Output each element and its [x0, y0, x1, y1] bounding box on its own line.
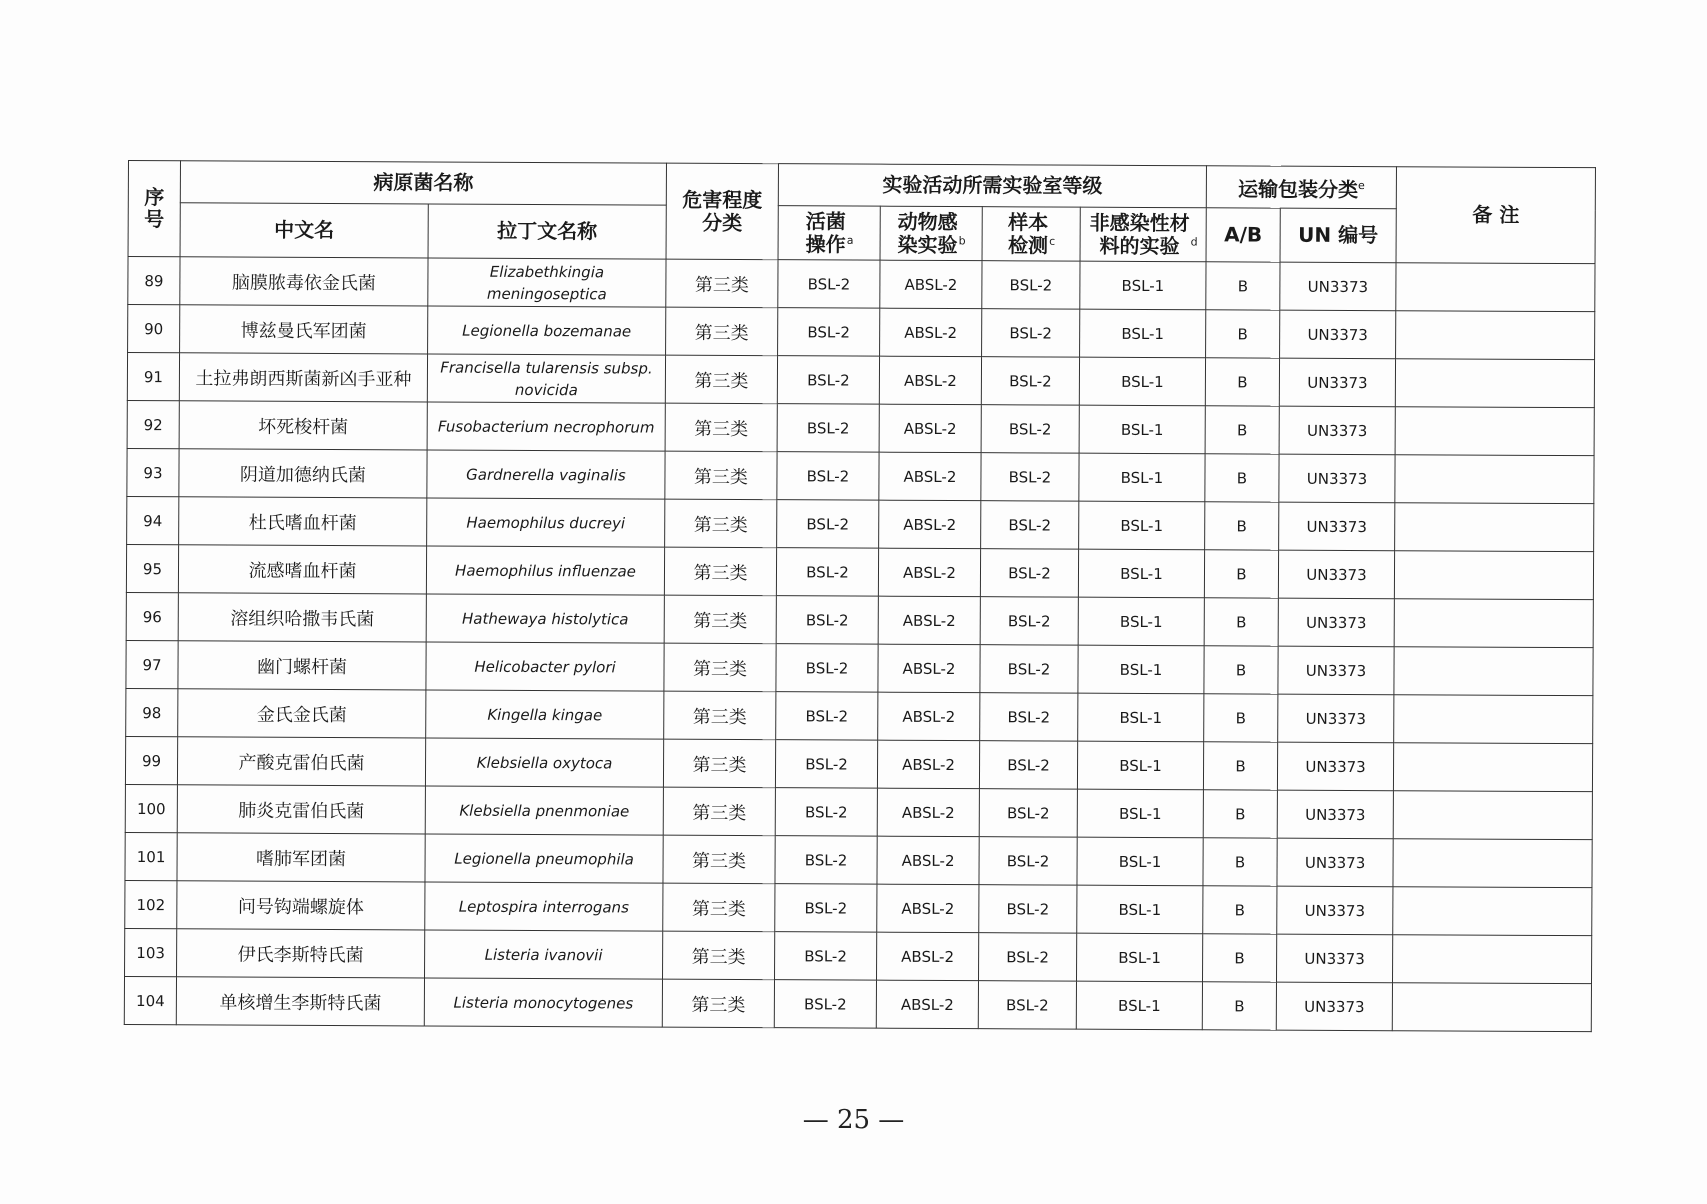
cell-chinese-name: 杜氏嗜血杆菌 [179, 497, 427, 546]
cell-live-culture: BSL-2 [777, 500, 879, 548]
cell-sample-testing: BSL-2 [979, 789, 1077, 837]
cell-chinese-name: 嗜肺军团菌 [177, 833, 425, 882]
cell-animal-infection: ABSL-2 [877, 884, 979, 932]
cell-latin-name: Listeria monocytogenes [424, 978, 662, 1027]
cell-hazard-class: 第三类 [665, 451, 777, 500]
header-sample-testing-label: 样本检测 [1008, 209, 1049, 257]
cell-non-infectious: BSL-1 [1077, 741, 1203, 790]
cell-remarks [1395, 503, 1594, 552]
cell-ab: B [1202, 934, 1276, 982]
cell-ab: B [1206, 262, 1280, 310]
cell-sample-testing: BSL-2 [979, 741, 1077, 789]
table-row [126, 544, 1593, 599]
header-non-infectious-note: d [1190, 235, 1198, 249]
cell-hazard-class: 第三类 [663, 883, 775, 932]
cell-remarks [1393, 887, 1592, 936]
cell-sample-testing: BSL-2 [979, 885, 1077, 933]
cell-non-infectious: BSL-1 [1076, 981, 1202, 1030]
cell-un-number: UN3373 [1278, 646, 1394, 695]
cell-hazard-class: 第三类 [662, 979, 774, 1028]
cell-latin-name: Haemophilus influenzae [426, 546, 664, 595]
cell-latin-name: Hathewaya histolytica [426, 594, 664, 643]
cell-live-culture: BSL-2 [775, 836, 877, 884]
cell-sample-testing: BSL-2 [980, 693, 1078, 741]
table-header [128, 161, 1595, 264]
cell-ab: B [1205, 454, 1279, 502]
cell-sample-testing: BSL-2 [978, 981, 1076, 1029]
cell-live-culture: BSL-2 [778, 260, 880, 308]
cell-animal-infection: ABSL-2 [877, 788, 979, 836]
cell-live-culture: BSL-2 [775, 932, 877, 980]
cell-un-number: UN3373 [1277, 886, 1393, 935]
header-seq-label: 序号 [144, 185, 165, 232]
pathogen-table [124, 160, 1596, 1032]
cell-live-culture: BSL-2 [775, 740, 877, 788]
table-row [128, 305, 1595, 360]
cell-remarks [1395, 359, 1594, 408]
cell-non-infectious: BSL-1 [1078, 597, 1204, 646]
cell-latin-name: Klebsiella oxytoca [425, 738, 663, 787]
cell-seq: 100 [125, 784, 177, 832]
cell-un-number: UN3373 [1277, 790, 1393, 839]
cell-ab: B [1203, 790, 1277, 838]
cell-animal-infection: ABSL-2 [878, 692, 980, 740]
table-row [128, 257, 1595, 312]
header-latin-name: 拉丁文名称 [428, 204, 666, 259]
table-row [125, 784, 1592, 839]
table-row [127, 496, 1594, 551]
cell-latin-name: Legionella bozemanae [428, 306, 666, 355]
cell-animal-infection: ABSL-2 [879, 404, 981, 452]
cell-non-infectious: BSL-1 [1078, 549, 1204, 598]
cell-un-number: UN3373 [1276, 934, 1392, 983]
cell-chinese-name: 单核增生李斯特氏菌 [176, 977, 424, 1026]
header-transport-note: e [1357, 178, 1365, 192]
cell-remarks [1394, 695, 1593, 744]
table-row [127, 353, 1594, 408]
cell-un-number: UN3373 [1278, 694, 1394, 743]
cell-ab: B [1206, 310, 1280, 358]
table-row [125, 736, 1592, 791]
cell-ab: B [1204, 550, 1278, 598]
header-live-culture-note: a [846, 233, 854, 247]
cell-sample-testing: BSL-2 [980, 549, 1078, 597]
cell-chinese-name: 产酸克雷伯氏菌 [177, 737, 425, 786]
cell-non-infectious: BSL-1 [1077, 837, 1203, 886]
cell-sample-testing: BSL-2 [981, 357, 1079, 405]
header-chinese-name: 中文名 [180, 203, 428, 258]
cell-non-infectious: BSL-1 [1079, 453, 1205, 502]
cell-ab: B [1205, 502, 1279, 550]
cell-latin-name: Legionella pneumophila [425, 834, 663, 883]
header-remarks: 备 注 [1396, 167, 1595, 264]
cell-chinese-name: 脑膜脓毒依金氏菌 [180, 257, 428, 306]
header-animal-infection-label: 动物感染实验 [897, 209, 958, 257]
cell-chinese-name: 土拉弗朗西斯菌新凶手亚种 [179, 353, 427, 402]
cell-chinese-name: 博兹曼氏军团菌 [180, 305, 428, 354]
header-transport-label: 运输包装分类 [1237, 176, 1359, 202]
cell-live-culture: BSL-2 [775, 788, 877, 836]
header-row-2 [128, 203, 1595, 264]
cell-hazard-class: 第三类 [664, 595, 776, 644]
cell-un-number: UN3373 [1278, 598, 1394, 647]
cell-ab: B [1204, 646, 1278, 694]
cell-animal-infection: ABSL-2 [878, 548, 980, 596]
cell-latin-name: Leptospira interrogans [425, 882, 663, 931]
cell-remarks [1392, 983, 1591, 1032]
cell-seq: 91 [127, 353, 179, 401]
cell-hazard-class: 第三类 [664, 691, 776, 740]
header-seq [128, 161, 180, 257]
cell-un-number: UN3373 [1279, 454, 1395, 503]
cell-un-number: UN3373 [1279, 358, 1395, 407]
cell-ab: B [1203, 886, 1277, 934]
cell-non-infectious: BSL-1 [1077, 885, 1203, 934]
cell-animal-infection: ABSL-2 [878, 596, 980, 644]
cell-sample-testing: BSL-2 [981, 501, 1079, 549]
cell-chinese-name: 伊氏李斯特氏菌 [177, 929, 425, 978]
table-row [125, 832, 1592, 887]
cell-remarks [1392, 935, 1591, 984]
table-row [126, 688, 1593, 743]
header-transport [1206, 166, 1396, 209]
cell-remarks [1394, 599, 1593, 648]
cell-sample-testing: BSL-2 [979, 837, 1077, 885]
cell-animal-infection: ABSL-2 [879, 356, 981, 404]
cell-hazard-class: 第三类 [663, 739, 775, 788]
cell-un-number: UN3373 [1276, 982, 1392, 1031]
cell-remarks [1394, 647, 1593, 696]
cell-ab: B [1204, 598, 1278, 646]
table-row [125, 880, 1592, 935]
cell-remarks [1394, 551, 1593, 600]
cell-live-culture: BSL-2 [776, 596, 878, 644]
cell-non-infectious: BSL-1 [1077, 789, 1203, 838]
cell-live-culture: BSL-2 [777, 356, 879, 404]
cell-latin-name: Kingella kingae [426, 690, 664, 739]
cell-ab: B [1204, 694, 1278, 742]
cell-animal-infection: ABSL-2 [880, 308, 982, 356]
cell-latin-name: Elizabethkingia meningoseptica [428, 258, 666, 307]
cell-latin-name: Gardnerella vaginalis [427, 450, 665, 499]
cell-hazard-class: 第三类 [666, 307, 778, 356]
cell-latin-name: Haemophilus ducreyi [427, 498, 665, 547]
cell-seq: 103 [125, 928, 177, 976]
cell-animal-infection: ABSL-2 [880, 260, 982, 308]
header-animal-infection [880, 206, 982, 260]
cell-seq: 95 [126, 544, 178, 592]
header-live-culture [778, 206, 880, 260]
header-pathogen-name: 病原菌名称 [180, 161, 666, 205]
cell-animal-infection: ABSL-2 [876, 980, 978, 1028]
header-sample-testing [982, 207, 1080, 261]
cell-non-infectious: BSL-1 [1076, 933, 1202, 982]
cell-live-culture: BSL-2 [776, 692, 878, 740]
header-lab-level: 实验活动所需实验室等级 [778, 164, 1206, 208]
cell-animal-infection: ABSL-2 [877, 740, 979, 788]
header-live-culture-label: 活菌操作 [805, 208, 846, 257]
cell-live-culture: BSL-2 [777, 452, 879, 500]
cell-live-culture: BSL-2 [775, 884, 877, 932]
cell-remarks [1393, 839, 1592, 888]
cell-seq: 89 [128, 257, 180, 305]
cell-chinese-name: 问号钩端螺旋体 [177, 881, 425, 930]
cell-sample-testing: BSL-2 [982, 309, 1080, 357]
cell-non-infectious: BSL-1 [1078, 645, 1204, 694]
table-container [124, 160, 1596, 1032]
cell-hazard-class: 第三类 [665, 355, 777, 404]
cell-remarks [1396, 263, 1595, 312]
cell-live-culture: BSL-2 [778, 308, 880, 356]
cell-hazard-class: 第三类 [663, 835, 775, 884]
cell-chinese-name: 金氏金氏菌 [178, 689, 426, 738]
cell-seq: 104 [124, 976, 176, 1024]
cell-non-infectious: BSL-1 [1079, 357, 1205, 406]
cell-seq: 102 [125, 880, 177, 928]
cell-hazard-class: 第三类 [664, 643, 776, 692]
table-row [127, 400, 1594, 455]
cell-chinese-name: 溶组织哈撒韦氏菌 [178, 593, 426, 642]
cell-seq: 96 [126, 592, 178, 640]
cell-live-culture: BSL-2 [777, 404, 879, 452]
header-animal-infection-note: b [958, 233, 966, 247]
cell-remarks [1396, 311, 1595, 360]
cell-un-number: UN3373 [1279, 502, 1395, 551]
cell-non-infectious: BSL-1 [1080, 261, 1206, 310]
header-row-1 [128, 161, 1595, 210]
cell-ab: B [1202, 982, 1276, 1030]
table-row [127, 448, 1594, 503]
cell-un-number: UN3373 [1279, 406, 1395, 455]
cell-sample-testing: BSL-2 [980, 645, 1078, 693]
cell-sample-testing: BSL-2 [982, 261, 1080, 309]
cell-chinese-name: 幽门螺杆菌 [178, 641, 426, 690]
cell-un-number: UN3373 [1277, 742, 1393, 791]
header-non-infectious [1080, 207, 1206, 262]
cell-hazard-class: 第三类 [665, 499, 777, 548]
cell-sample-testing: BSL-2 [981, 405, 1079, 453]
cell-animal-infection: ABSL-2 [877, 932, 979, 980]
cell-remarks [1395, 455, 1594, 504]
cell-animal-infection: ABSL-2 [877, 836, 979, 884]
cell-non-infectious: BSL-1 [1079, 405, 1205, 454]
cell-latin-name: Fusobacterium necrophorum [427, 402, 665, 451]
cell-non-infectious: BSL-1 [1078, 693, 1204, 742]
cell-sample-testing: BSL-2 [978, 933, 1076, 981]
cell-live-culture: BSL-2 [776, 644, 878, 692]
cell-non-infectious: BSL-1 [1079, 501, 1205, 550]
cell-chinese-name: 阴道加德纳氏菌 [179, 449, 427, 498]
cell-sample-testing: BSL-2 [981, 453, 1079, 501]
cell-remarks [1393, 791, 1592, 840]
cell-remarks [1395, 407, 1594, 456]
cell-chinese-name: 坏死梭杆菌 [179, 401, 427, 450]
cell-chinese-name: 流感嗜血杆菌 [178, 545, 426, 594]
header-hazard-class [666, 163, 778, 260]
cell-hazard-class: 第三类 [666, 259, 778, 308]
cell-sample-testing: BSL-2 [980, 597, 1078, 645]
cell-seq: 90 [128, 305, 180, 353]
cell-ab: B [1203, 838, 1277, 886]
cell-hazard-class: 第三类 [663, 787, 775, 836]
cell-live-culture: BSL-2 [776, 548, 878, 596]
cell-latin-name: Helicobacter pylori [426, 642, 664, 691]
header-ab: A/B [1206, 208, 1280, 262]
cell-seq: 98 [126, 688, 178, 736]
table-row [126, 640, 1593, 695]
header-un-number: UN 编号 [1280, 208, 1396, 263]
header-sample-testing-note: c [1049, 234, 1056, 248]
cell-ab: B [1205, 406, 1279, 454]
cell-latin-name: Klebsiella pnenmoniae [425, 786, 663, 835]
cell-seq: 97 [126, 640, 178, 688]
cell-ab: B [1203, 742, 1277, 790]
cell-animal-infection: ABSL-2 [879, 452, 981, 500]
cell-un-number: UN3373 [1278, 550, 1394, 599]
cell-seq: 101 [125, 832, 177, 880]
cell-un-number: UN3373 [1277, 838, 1393, 887]
cell-seq: 92 [127, 400, 179, 448]
cell-latin-name: Listeria ivanovii [425, 930, 663, 979]
cell-hazard-class: 第三类 [664, 547, 776, 596]
table-body [124, 257, 1595, 1032]
table-row [126, 592, 1593, 647]
cell-animal-infection: ABSL-2 [879, 500, 981, 548]
table-row [124, 976, 1591, 1031]
header-hazard-class-label: 危害程度分类 [682, 187, 763, 235]
cell-chinese-name: 肺炎克雷伯氏菌 [177, 785, 425, 834]
table-row [125, 928, 1592, 983]
cell-hazard-class: 第三类 [663, 931, 775, 980]
cell-un-number: UN3373 [1280, 262, 1396, 311]
cell-live-culture: BSL-2 [774, 980, 876, 1028]
cell-ab: B [1205, 358, 1279, 406]
cell-seq: 94 [127, 496, 179, 544]
cell-hazard-class: 第三类 [665, 403, 777, 452]
cell-seq: 93 [127, 448, 179, 496]
cell-seq: 99 [125, 736, 177, 784]
cell-non-infectious: BSL-1 [1080, 309, 1206, 358]
cell-un-number: UN3373 [1280, 310, 1396, 359]
cell-latin-name: Francisella tularensis subsp. novicida [427, 354, 665, 403]
cell-animal-infection: ABSL-2 [878, 644, 980, 692]
page-number: — 25 — [802, 1105, 905, 1135]
cell-remarks [1393, 743, 1592, 792]
header-non-infectious-label: 非感染性材料的实验 [1089, 210, 1190, 258]
